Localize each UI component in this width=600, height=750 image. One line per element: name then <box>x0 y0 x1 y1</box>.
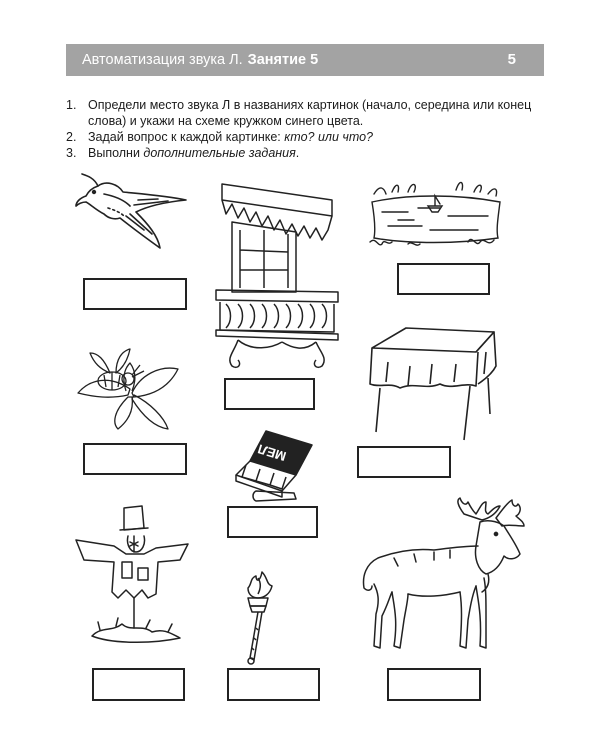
instruction-item: 3. Выполни дополнительные задания. <box>66 146 300 160</box>
instruction-item: 2. Задай вопрос к каждой картинке: кто? или что? <box>66 130 374 144</box>
lesson-header <box>66 44 544 76</box>
bee-on-flower-icon <box>70 345 185 430</box>
answer-box-chalk[interactable] <box>227 506 318 538</box>
answer-box-table[interactable] <box>357 446 451 478</box>
answer-box-swallow[interactable] <box>83 278 187 310</box>
answer-box-moose[interactable] <box>387 668 481 701</box>
answer-box-bee[interactable] <box>83 443 187 475</box>
answer-box-torch[interactable] <box>227 668 320 701</box>
table-icon <box>366 322 501 447</box>
moose-icon <box>354 496 530 660</box>
scarecrow-icon <box>72 498 192 648</box>
balcony-icon <box>212 180 342 375</box>
lesson-number: Занятие 5 <box>247 52 319 68</box>
pond-icon <box>368 178 503 258</box>
page-number: 5 <box>507 51 516 68</box>
answer-box-pond[interactable] <box>397 263 490 295</box>
torch-icon <box>238 568 278 668</box>
chalk-box-icon <box>226 425 318 505</box>
answer-box-balcony[interactable] <box>224 378 315 410</box>
swallow-icon <box>68 172 193 252</box>
answer-box-scarecrow[interactable] <box>92 668 185 701</box>
lesson-title: Автоматизация звука Л. <box>82 52 243 68</box>
chalk-box-label: МЕЛ <box>256 441 288 465</box>
instructions-list <box>66 97 536 161</box>
instruction-item: 1. Определи место звука Л в названиях картинок (начало, середина или конец слова) и укажи на схеме кружком синего цвета. <box>66 98 532 128</box>
